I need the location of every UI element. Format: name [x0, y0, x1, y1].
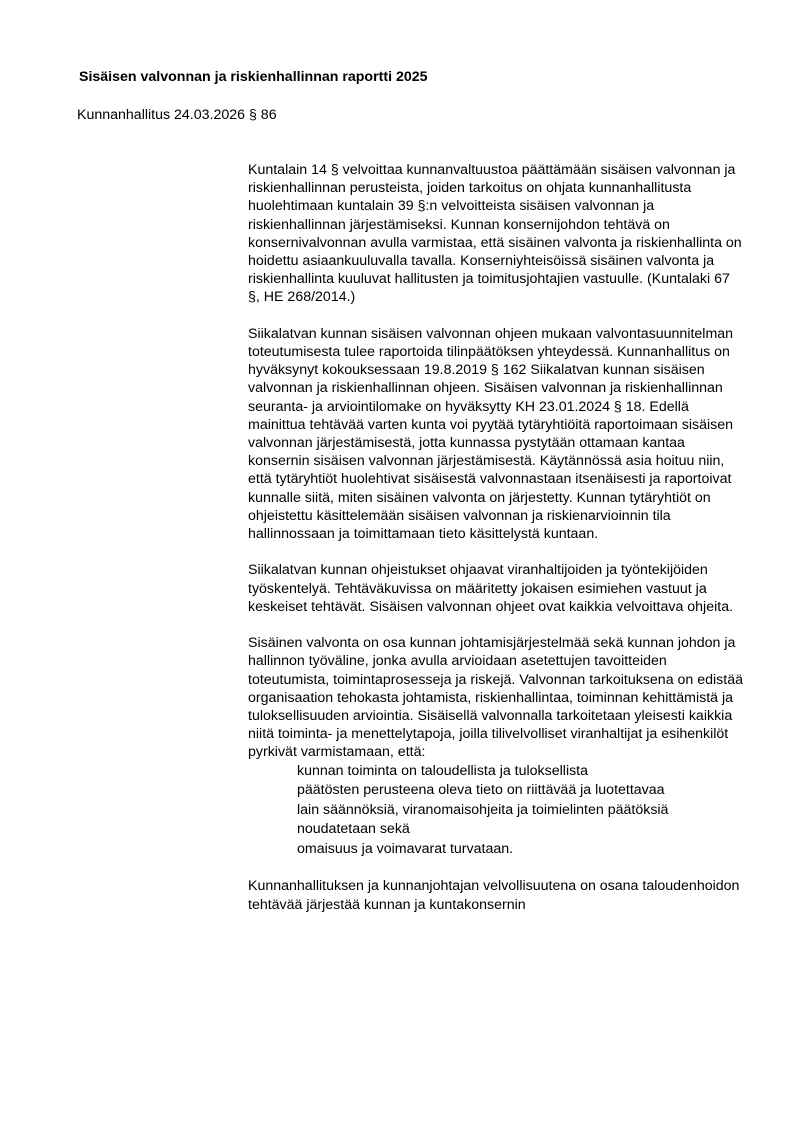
paragraph-closing: Kunnanhallituksen ja kunnanjohtajan velvollisuutena on osana taloudenhoidon tehtävää järjestää kunnan ja kuntakonsernin: [248, 878, 740, 913]
list-item: lain säännöksiä, viranomaisohjeita ja toimielinten päätöksiä noudatetaan sekä: [297, 801, 669, 838]
list-item: omaisuus ja voimavarat turvataan.: [297, 840, 514, 857]
list-item: kunnan toiminta on taloudellista ja tuloksellista: [297, 762, 589, 779]
paragraph-internal-control-definition: Sisäinen valvonta on osa kunnan johtamisjärjestelmää sekä kunnan johdon ja hallinnon työväline, jonka avulla arvioidaan asetettujen tavoitteiden toteutumista, toimintaprosesseja ja riskejä. Valvonnan tarkoituksena on edistää organisaation tehokasta johtamista, riskienhallintaa, toiminnan kehittämistä ja tuloksellisuuden arviointia. Sisäisellä valvonnalla tarkoitetaan yleisesti kaikkia niitä toiminta- ja menettelytapoja, joilla tilivelvolliset viranhaltijat ja esihenkilöt pyrkivät varmistamaan, että:: [248, 635, 743, 761]
paragraph-reporting-instructions: Siikalatvan kunnan sisäisen valvonnan ohjeen mukaan valvontasuunnitelman toteutumisesta tulee raportoida tilinpäätöksen yhteydessä. Kunnanhallitus on hyväksynyt kokouksessaan 19.8.2019 § 162 Siikalatvan kunnan sisäisen valvonnan ja riskienhallinnan ohjeen. Sisäisen valvonnan ja riskienhallinnan seuranta- ja arviointilomake on hyväksytty KH 23.01.2024 § 18. Edellä mainittua tehtävää varten kunta voi pyytää tytäryhtiöitä raportoimaan sisäisen valvonnan järjestämisestä, jotta kunnassa pystytään ottamaan kantaa konsernin sisäisen valvonnan järjestämisestä. Käytännössä asia hoituu niin, että tytäryhtiöt huolehtivat sisäisestä valvonnastaan itsenäisesti ja raportoivat kunnalle siitä, miten sisäinen valvonta on järjestetty. Kunnan tytäryhtiöt on ohjeistettu käsittelemään sisäisen valvonnan ja riskienarvioinnin tila hallinnossaan ja toimittamaan tieto käsittelystä kuntaan.: [248, 325, 734, 543]
document-title: Sisäisen valvonnan ja riskienhallinnan raportti 2025: [79, 69, 428, 85]
objectives-list: [248, 762, 744, 860]
document-body: [248, 161, 744, 914]
meeting-reference: Kunnanhallitus 24.03.2026 § 86: [77, 107, 277, 123]
paragraph-legal-basis: Kuntalain 14 § velvoittaa kunnanvaltuustoa päättämään sisäisen valvonnan ja riskienhallinnan perusteista, joiden tarkoitus on ohjata kunnanhallitusta huolehtimaan kuntalain 39 §:n velvoitteista sisäisen valvonnan ja riskienhallinnan järjestämiseksi. Kunnan konsernijohdon tehtävä on konsernivalvonnan avulla varmistaa, että sisäinen valvonta ja riskienhallinta on hoidettu asiaankuuluvalla tavalla. Konserniyhteisöissä sisäinen valvonta ja riskienhallinta kuuluvat hallitusten ja toimitusjohtajien vastuulle. (Kuntalaki 67 §, HE 268/2014.): [248, 162, 742, 306]
list-item: päätösten perusteena oleva tieto on riittävää ja luotettavaa: [297, 782, 665, 799]
paragraph-guidelines: Siikalatvan kunnan ohjeistukset ohjaavat viranhaltijoiden ja työntekijöiden työskentelyä. Tehtäväkuvissa on määritetty jokaisen esimiehen vastuut ja keskeiset tehtävät. Sisäisen valvonnan ohjeet ovat kaikkia velvoittava ohjeita.: [248, 562, 734, 615]
